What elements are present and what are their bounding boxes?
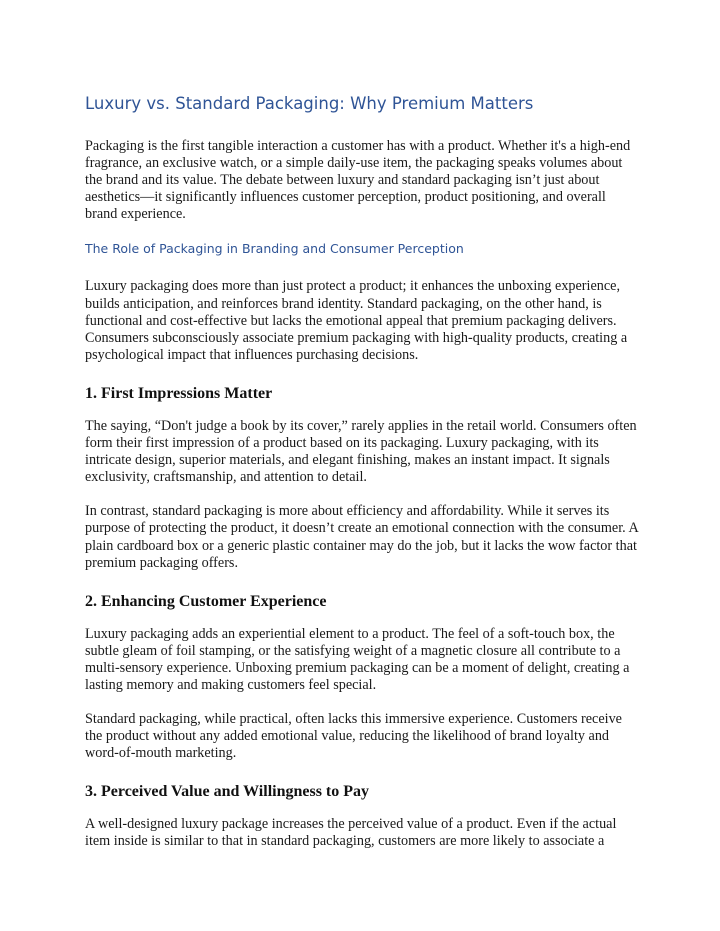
- first-impressions-paragraph-1: The saying, “Don't judge a book by its cover,” rarely applies in the retail world. Consumers often form their first impression of a product based on its packaging. Luxury packaging, with its intricate design, superior materials, and elegant finishing, makes an instant impact. It signals exclusivity, craftsmanship, and attention to detail.: [85, 417, 637, 486]
- section-heading-first-impressions: 1. First Impressions Matter: [85, 384, 273, 402]
- section-heading-customer-experience: 2. Enhancing Customer Experience: [85, 592, 327, 610]
- document-body: [85, 92, 640, 868]
- document-title: Luxury vs. Standard Packaging: Why Premium Matters: [85, 94, 534, 113]
- customer-experience-paragraph-2: Standard packaging, while practical, often lacks this immersive experience. Customers receive the product without any added emotional value, reducing the likelihood of brand loyalty and word-of-mouth marketing.: [85, 711, 622, 762]
- role-paragraph: Luxury packaging does more than just protect a product; it enhances the unboxing experience, builds anticipation, and reinforces brand identity. Standard packaging, on the other hand, is functional and cost-effective but lacks the emotional appeal that premium packaging delivers. Consumers subconsciously associate premium packaging with high-quality products, creating a psychological impact that influences purchasing decisions.: [85, 278, 628, 363]
- section-subheading: The Role of Packaging in Branding and Consumer Perception: [85, 241, 464, 257]
- first-impressions-paragraph-2: In contrast, standard packaging is more about efficiency and affordability. While it serves its purpose of protecting the product, it doesn’t create an emotional connection with the consumer. A plain cardboard box or a generic plastic container may do the job, but it lacks the wow factor that premium packaging offers.: [85, 503, 638, 571]
- perceived-value-paragraph-1: A well-designed luxury package increases the perceived value of a product. Even if the actual item inside is similar to that in standard packaging, customers are more likely to associate a: [85, 816, 617, 850]
- customer-experience-paragraph-1: Luxury packaging adds an experiential element to a product. The feel of a soft-touch box, the subtle gleam of foil stamping, or the satisfying weight of a magnetic closure all contribute to a multi-sensory experience. Unboxing premium packaging can be a moment of delight, creating a lasting memory and making customers feel special.: [85, 625, 630, 693]
- section-heading-perceived-value: 3. Perceived Value and Willingness to Pay: [85, 783, 370, 801]
- intro-paragraph: Packaging is the first tangible interaction a customer has with a product. Whether it's a high-end fragrance, an exclusive watch, or a simple daily-use item, the packaging speaks volumes about the brand and its value. The debate between luxury and standard packaging isn’t just about aesthetics—it significantly influences customer perception, product positioning, and overall brand experience.: [85, 138, 631, 223]
